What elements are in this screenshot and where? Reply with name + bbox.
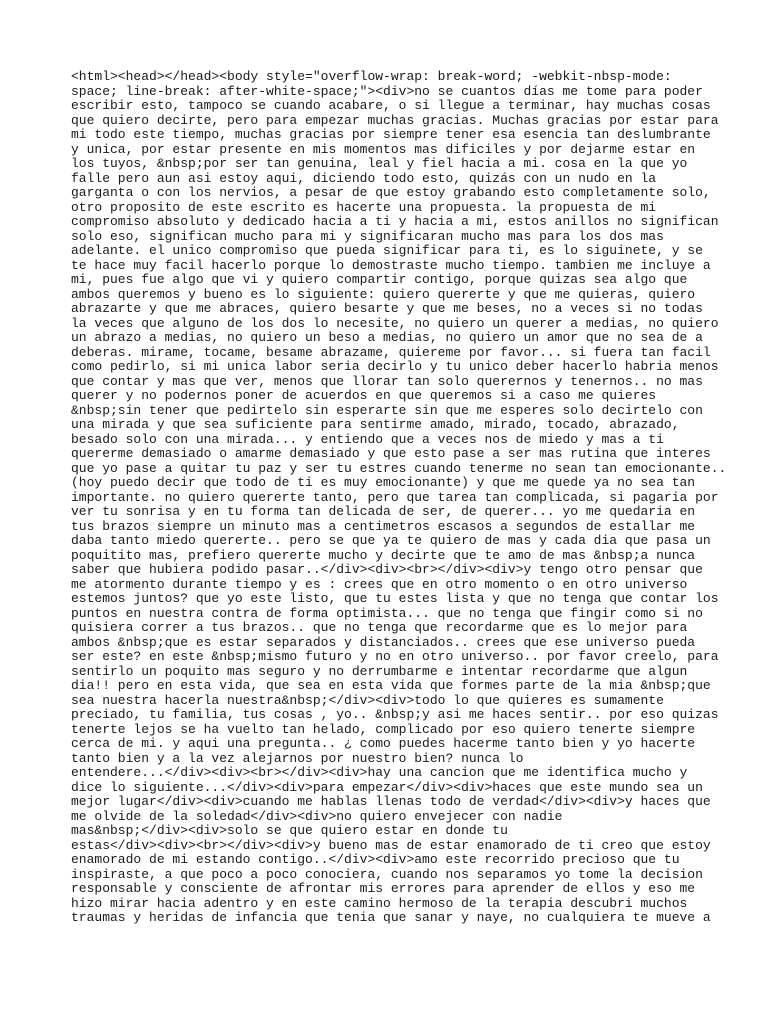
document-line: mi, pues fue algo que vi y quiero compartir contigo, porque quizas sea algo que — [71, 272, 688, 287]
document-line: preciado, tu familia, tus cosas , yo.. &nbsp;y asi me haces sentir.. por eso quizas — [71, 707, 719, 722]
document-line: escribir esto, tampoco se cuando acabare, o si llegue a terminar, hay muchas cosas — [71, 98, 711, 113]
document-line: poquitito mas, prefiero quererte mucho y decirte que te amo de mas &nbsp;a nunca — [71, 547, 696, 563]
document-line: tenerte lejos se ha vuelto tan helado, complicado por eso quiero tenerte siempre — [71, 721, 696, 737]
document-line: querer y no podernos poner de acuerdos en que queremos si a caso me quieres — [71, 388, 657, 403]
document-line: la veces que alguno de los dos lo necesite, no quiero un querer a medias, no quiero — [71, 315, 719, 331]
document-line: abrazarte y que me abraces, quiero besarte y que me beses, no a veces si no todas — [71, 301, 703, 316]
document-line: inspiraste, a que poco a poco conociera, cuando nos separamos yo tome la decision — [71, 866, 703, 882]
document-line: me olvide de la soledad</div><div>no quiero envejecer con nadie — [71, 808, 563, 824]
document-line: hizo mirar hacia adentro y en este camino hermoso de la terapia descubri muchos — [71, 895, 688, 911]
document-line: mas&nbsp;</div><div>solo se que quiero estar en donde tu — [71, 823, 508, 838]
document-line: <html><head></head><body style="overflow-wrap: break-word; -webkit-nbsp-mode: — [71, 69, 672, 84]
document-line: dia!! pero en esta vida, que sea en esta vida que formes parte de la mia &nbsp;que — [71, 678, 711, 693]
document-line: tanto bien y a la vez alejarnos por nuestro bien? nunca lo — [71, 750, 524, 766]
document-line: como pedirlo, si mi unica labor seria decirlo y tu unico deber hacerlo habria menos — [71, 359, 719, 374]
document-line: importante. no quiero quererte tanto, pero que tarea tan complicada, si pagaria por — [71, 489, 719, 505]
document-line: traumas y heridas de infancia que tenia que sanar y naye, no cualquiera te mueve a — [71, 910, 711, 925]
document-line: daba tanto miedo quererte.. pero se que ya te quiero de mas y cada dia que pasa un — [71, 533, 711, 548]
document-line: una mirada y que sea suficiente para sentirme amado, mirado, tocado, abrazado, — [71, 417, 680, 432]
document-line: adelante. el unico compromiso que pueda significar para ti, es lo siguinete, y se — [71, 243, 703, 258]
document-line: sentirlo un poquito mas seguro y no derrumbarme e intentar recordarme que algun — [71, 663, 688, 679]
document-line: solo eso, significan mucho para mi y significaran mucho mas para los dos mas — [71, 228, 664, 244]
document-line: (hoy puedo decir que todo de ti es muy emocionante) y que me quede ya no sea tan — [71, 475, 696, 490]
document-line: tus brazos siempre un minuto mas a centimetros escasos a segundos de estallar me — [71, 518, 696, 534]
document-line: &nbsp;sin tener que pedirtelo sin esperarte sin que me esperes solo decirtelo con — [71, 402, 703, 418]
document-page — [71, 69, 727, 926]
document-line: estas</div><div><br></div><div>y bueno mas de estar enamorado de ti creo que estoy — [71, 837, 711, 853]
document-line: ambos &nbsp;que es estar separados y distanciados.. crees que ese universo pueda — [71, 634, 696, 650]
document-line: deberas. mirame, tocame, besame abrazame, quiereme por favor... si fuera tan facil — [71, 344, 711, 360]
document-line: un abrazo a medias, no quiero un beso a medias, no quiero un amor que no sea de a — [71, 330, 703, 345]
document-line: que yo pase a quitar tu paz y ser tu estres cuando tenerme no sean tan emocionante.. — [71, 460, 727, 476]
document-line: que contar y mas que ver, menos que llorar tan solo querernos y tenernos.. no mas — [71, 373, 703, 389]
document-line: garganta o con los nervios, a pesar de que estoy grabando esto completamente solo, — [71, 185, 711, 200]
document-line: falle pero aun asi estoy aqui, diciendo todo esto, quizás con un nudo en la — [71, 170, 657, 186]
document-line: otro proposito de este escrito es hacerte una propuesta. la propuesta de mi — [71, 199, 657, 215]
document-line: quererme demasiado o amarme demasiado y que esto pase a ser mas rutina que interes — [71, 446, 711, 461]
document-line: responsable y consciente de afrontar mis errores para aprender de ellos y eso me — [71, 881, 696, 896]
document-line: estemos juntos? que yo este listo, que tu estes lista y que no tenga que contar los — [71, 591, 719, 606]
document-line: space; line-break: after-white-space;"><div>no se cuantos días me tome para poder — [71, 83, 703, 99]
document-line: que quiero decirte, pero para empezar muchas gracias. Muchas gracias por estar para — [71, 112, 719, 128]
document-line: sea nuestra hacerla nuestra&nbsp;</div><div>todo lo que quieres es sumamente — [71, 692, 664, 708]
document-line: dice lo siguiente...</div><div>para empezar</div><div>haces que este mundo sea un — [71, 779, 703, 795]
document-line: mejor lugar</div><div>cuando me hablas llenas todo de verdad</div><div>y haces que — [71, 794, 711, 809]
document-line: compromiso absoluto y dedicado hacia a ti y hacia a mi, estos anillos no significan — [71, 214, 719, 229]
document-line: enamorado de mi estando contigo..</div><div>amo este recorrido precioso que tu — [71, 852, 680, 867]
document-line: cerca de mi. y aqui una pregunta.. ¿ como puedes hacerme tanto bien y yo hacerte — [71, 736, 696, 751]
document-line: entendere...</div><div><br></div><div>hay una cancion que me identifica mucho y — [71, 765, 688, 780]
document-text — [71, 69, 727, 926]
document-line: ser este? en este &nbsp;mismo futuro y no en otro universo.. por favor creelo, para — [71, 649, 719, 664]
document-line: los tuyos, &nbsp;por ser tan genuina, leal y fiel hacia a mi. cosa en la que yo — [71, 156, 688, 171]
document-line: mi todo este tiempo, muchas gracias por siempre tener esa esencia tan deslumbrante — [71, 127, 711, 142]
document-line: besado solo con una mirada... y entiendo que a veces nos de miedo y mas a ti — [71, 431, 664, 447]
document-line: me atormento durante tiempo y es : crees que en otro momento o en otro universo — [71, 576, 688, 592]
document-line: y unica, por estar presente en mis momentos mas dificiles y por dejarme estar en — [71, 141, 696, 157]
document-line: te hace muy facil hacerlo porque lo demostraste mucho tiempo. tambien me incluye a — [71, 257, 711, 273]
document-line: puntos en nuestra contra de forma optimista... que no tenga que fingir como si no — [71, 605, 703, 621]
document-line: quisiera correr a tus brazos.. que no tenga que recordarme que es lo mejor para — [71, 620, 688, 635]
document-line: ver tu sonrisa y en tu forma tan delicada de ser, de querer... yo me quedaria en — [71, 504, 696, 519]
document-line: ambos queremos y bueno es lo siguiente: quiero quererte y que me quieras, quiero — [71, 286, 696, 302]
document-line: saber que hubiera podido pasar..</div><div><br></div><div>y tengo otro pensar que — [71, 562, 703, 577]
